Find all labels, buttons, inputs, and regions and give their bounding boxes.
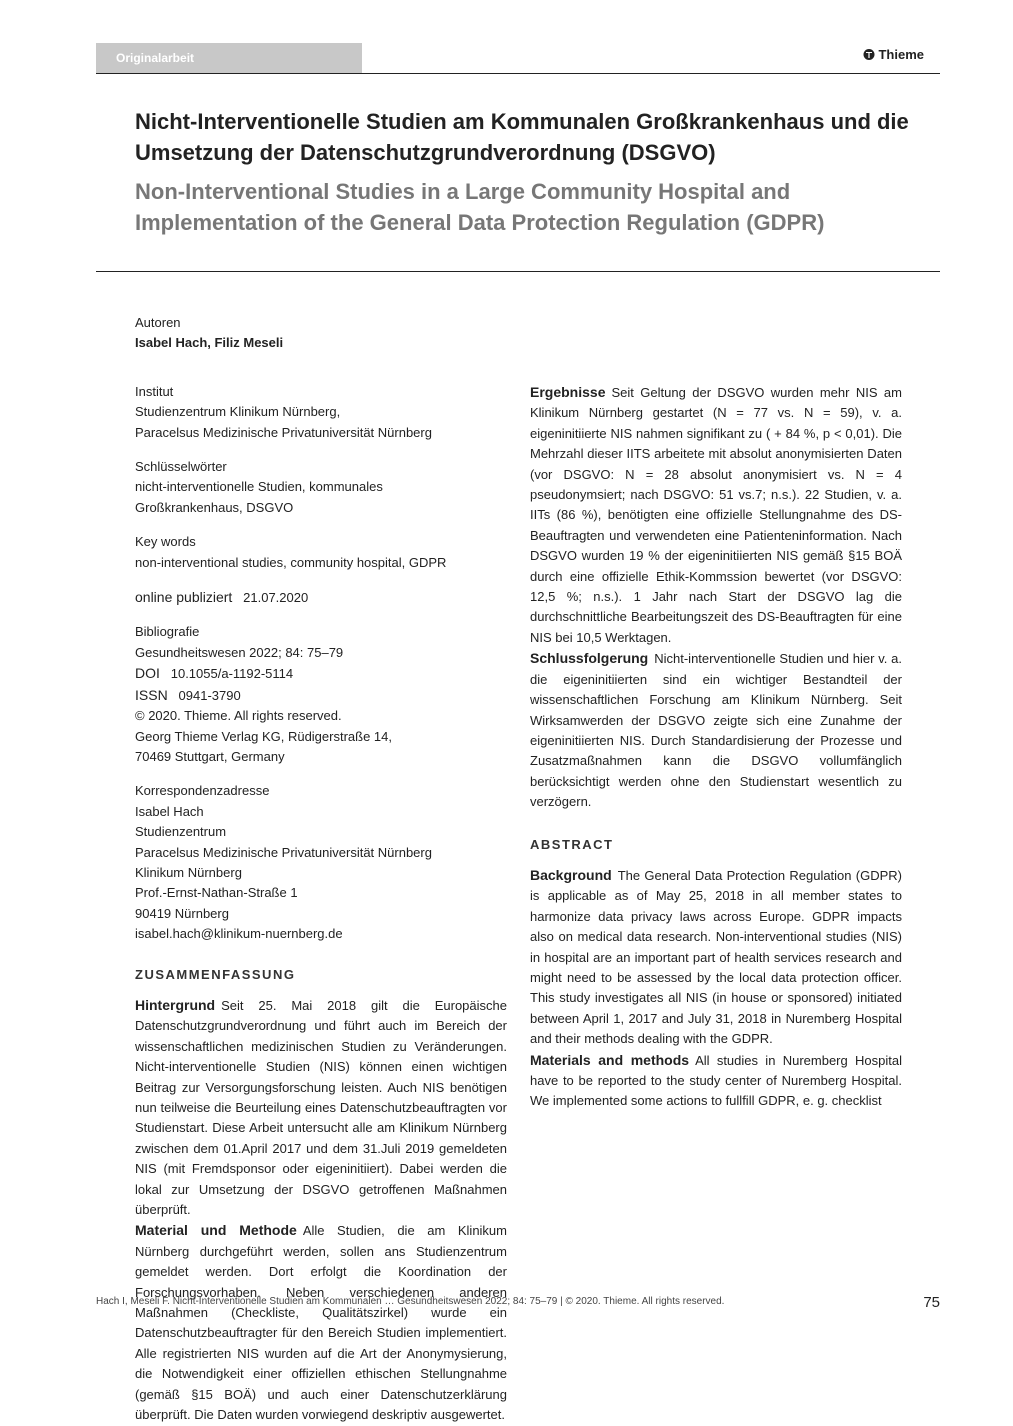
title-german: Nicht-Interventionelle Studien am Kommunalen Großkrankenhaus und die Umsetzung der Datenschutzgrundverordnung (DSGVO) bbox=[135, 109, 909, 165]
publisher-name: Thieme bbox=[878, 47, 924, 62]
material-text: Alle Studien, die am Klinikum Nürnberg durchgeführt werden, sollen ans Studienzentrum gemeldet werden. Dort erfolgt die Koordination der Forschungsvorhaben. Neben verschiedenen anderen Maßnahmen (Checkliste, Qualitätszirkel) wurde ein Datenschutzbeauftragter für den Bereich Studien implementiert. Alle registrierten NIS wurden auf die Art der Anonymysierung, die Notwendigkeit einer offiziellen ethischen Stellungnahme (gemäß §15 BOÄ) und auch einer Datenschutzerklärung überprüft. Die Daten wurden vorwiegend deskriptiv ausgewertet. bbox=[135, 1223, 507, 1423]
published-date: 21.07.2020 bbox=[243, 590, 309, 606]
methods-paragraph bbox=[530, 1050, 902, 1112]
authors-label: Autoren bbox=[135, 315, 181, 330]
keywords-en-label: Key words bbox=[135, 534, 196, 550]
institute-label: Institut bbox=[135, 383, 174, 399]
doi-value: 10.1055/a-1192-5114 bbox=[170, 666, 294, 682]
methods-text: All studies in Nuremberg Hospital have to be reported to the study center of Nuremberg Hospital. We implemented some actions to fullfill GDPR, e. g. checklist bbox=[530, 1052, 903, 1109]
publisher-logo bbox=[863, 47, 924, 62]
correspondence-line-4: Prof.-Ernst-Nathan-Straße 1 bbox=[135, 885, 298, 901]
schluss-paragraph bbox=[530, 648, 902, 812]
keywords-en: non-interventional studies, community hospital, GDPR bbox=[135, 554, 447, 570]
hintergrund-text: Seit 25. Mai 2018 gilt die Europäische Datenschutzgrundverordnung und führt auch im Bereich der wissenschaftlichen medizinischen Studien zu Veränderungen. Nicht-interventionelle Studien (NIS) können einen wichtigen Beitrag zur Versorgungsforschung leisten. Auch NIS benötigen nun teilweise die Beurteilung eines Datenschutzbeauftragten vor Studienstart. Diese Arbeit untersucht alle am Klinikum Nürnberg zwischen dem 01.April 2017 und dem 31.Juli 2019 gemeldeten NIS (mit Fremdsponsor oder eigeninitiiert). Dabei werden die lokal zur Umsetzung der DSGVO getroffenen Maßnahmen überprüft. bbox=[135, 997, 507, 1218]
correspondence-label: Korrespondenzadresse bbox=[135, 783, 270, 799]
abstract-heading: ABSTRACT bbox=[530, 836, 614, 852]
institute-line-2: Paracelsus Medizinische Privatuniversität Nürnberg bbox=[135, 424, 432, 440]
material-paragraph bbox=[135, 1220, 507, 1425]
page-number: 75 bbox=[923, 1294, 940, 1311]
keywords-de-label: Schlüsselwörter bbox=[135, 459, 227, 475]
left-column bbox=[135, 313, 507, 1426]
publisher-address-1: Georg Thieme Verlag KG, Rüdigerstraße 14, bbox=[135, 728, 392, 744]
bibliography-block bbox=[135, 622, 507, 767]
ergebnisse-text: Seit Geltung der DSGVO wurden mehr NIS am Klinikum Nürnberg gestartet (N = 77 vs. N = 59), v. a. eigeninitiierte NIS nahmen signifikant zu ( + 84 %, p < 0,01). Die Mehrzahl dieser IITS arbeitete mit absolut anonymisierten Daten (vor DSGVO: N = 28 absolut anonymisiert vs. N = 4 pseudonymsiert; nach DSGVO: 51 vs.7; n.s.). 22 Studien, v. a. IITs (86 %), benötigten eine offizielle Stellungnahme des DS-Beauftragten und verwendeten eine Patienteninformation. Nach DSGVO wurden 19 % der eigeninitiierten NIS gemäß §15 BOÄ durch eine offizielle Ethik-Kommssion bewertet (vor DSGVO: 12,5 %; n.s.). 1 Jahr nach Start der DSGVO lag die durchschnittliche Bearbeitungszeit des DS-Beauftragten für eine NIS bei 10,5 Werktagen. bbox=[530, 385, 902, 645]
correspondence-line-1: Studienzentrum bbox=[135, 824, 227, 840]
correspondence-line-3: Klinikum Nürnberg bbox=[135, 864, 242, 880]
correspondence-line-2: Paracelsus Medizinische Privatuniversität Nürnberg bbox=[135, 844, 432, 860]
footer-citation: Hach I, Meseli F. Nicht-Interventionelle Studien am Kommunalen … Gesundheitswesen 2022; 84: 75–79 | © 2020. Thieme. All rights reserved. bbox=[96, 1296, 725, 1307]
issn-value: 0941-3790 bbox=[178, 687, 241, 703]
schluss-text: Nicht-interventionelle Studien und hier v. a. die eigeninitiierten sind ein wichtiger Bestandteil der wissenschaftlichen Forschung am Klinikum Nürnberg. Seit Wirksamwerden der DSGVO zeigte sich eine Zunahme der eigeninitiierten NIS. Durch Standardisierung der Prozesse und Zusatzmaßnahmen kann die DSGVO vollumfänglich berücksichtigt werden ohne den Studienstart wesentlich zu verzögern. bbox=[530, 651, 902, 810]
right-column bbox=[530, 382, 902, 1112]
copyright: © 2020. Thieme. All rights reserved. bbox=[135, 708, 342, 724]
authors-block bbox=[135, 313, 507, 354]
bibliography-journal: Gesundheitswesen 2022; 84: 75–79 bbox=[135, 644, 344, 660]
zusammenfassung-heading: ZUSAMMENFASSUNG bbox=[135, 966, 296, 982]
section-label: Originalarbeit bbox=[96, 43, 362, 73]
background-label: Background bbox=[530, 866, 612, 883]
keywords-de-block bbox=[135, 457, 507, 518]
correspondence-email[interactable]: isabel.hach@klinikum-nuernberg.de bbox=[135, 926, 343, 942]
published-block bbox=[135, 587, 507, 608]
background-text: The General Data Protection Regulation (GDPR) is applicable as of May 25, 2018 in all member states to harmonize data privacy laws across Europe. GDPR impacts also on medical data research. Non-interventional studies (NIS) in hospital are an important part of health services research and might need to be assessed by the local data protection officer. This study investigates all NIS (in house or sponsored) initiated between April 1, 2017 and July 31, 2018 in Nuremberg Hospital and their methods dealing with the GDPR. bbox=[530, 867, 902, 1047]
keywords-en-block bbox=[135, 532, 507, 573]
title-english: Non-Interventional Studies in a Large Community Hospital and Implementation of the General Data Protection Regulation (GDPR) bbox=[135, 179, 825, 235]
methods-label: Materials and methods bbox=[530, 1051, 690, 1068]
background-paragraph bbox=[530, 865, 902, 1050]
keywords-de: nicht-interventionelle Studien, kommunales Großkrankenhaus, DSGVO bbox=[135, 479, 383, 515]
schluss-label: Schlussfolgerung bbox=[530, 650, 649, 667]
hintergrund-label: Hintergrund bbox=[135, 996, 216, 1013]
ergebnisse-label: Ergebnisse bbox=[530, 384, 606, 400]
institute-line-1: Studienzentrum Klinikum Nürnberg, bbox=[135, 404, 341, 420]
doi-label: DOI bbox=[135, 665, 160, 682]
bibliography-label: Bibliografie bbox=[135, 624, 200, 640]
thieme-logo-icon bbox=[863, 48, 875, 61]
publisher-address-2: 70469 Stuttgart, Germany bbox=[135, 748, 285, 764]
title-rule bbox=[96, 271, 940, 272]
header-rule bbox=[96, 73, 940, 74]
authors-names: Isabel Hach, Filiz Meseli bbox=[135, 335, 284, 351]
hintergrund-paragraph bbox=[135, 995, 507, 1220]
institute-block bbox=[135, 382, 507, 443]
correspondence-name: Isabel Hach bbox=[135, 803, 204, 819]
correspondence-block bbox=[135, 781, 507, 944]
correspondence-line-5: 90419 Nürnberg bbox=[135, 905, 229, 921]
published-label: online publiziert bbox=[135, 589, 233, 606]
issn-label: ISSN bbox=[135, 686, 168, 703]
ergebnisse-paragraph bbox=[530, 382, 902, 648]
material-label: Material und Methode bbox=[135, 1222, 297, 1239]
